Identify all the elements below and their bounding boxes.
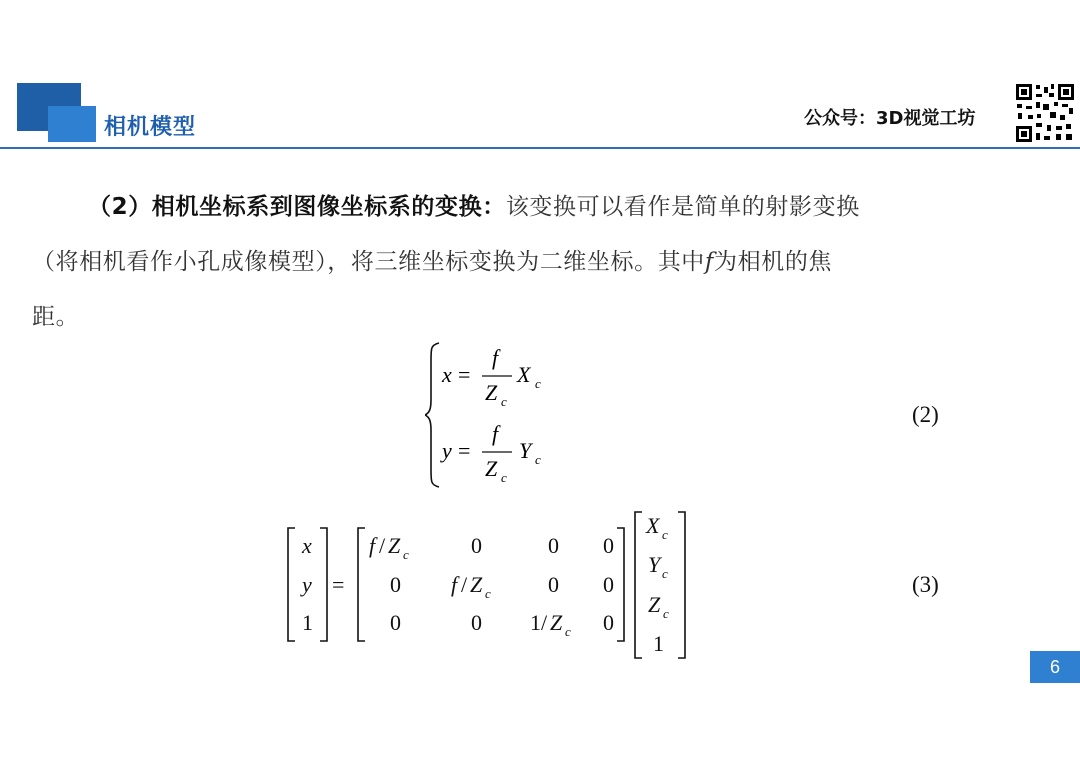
qr-code-icon <box>1014 82 1076 144</box>
svg-text:0: 0 <box>390 610 401 635</box>
body-text-1: 该变换可以看作是简单的射影变换 <box>505 194 860 220</box>
svg-text:Y: Y <box>519 438 532 463</box>
svg-text:X: X <box>517 362 531 387</box>
svg-text:y: y <box>302 572 312 597</box>
page-number: 6 <box>1030 651 1080 683</box>
svg-text:0: 0 <box>471 533 482 558</box>
svg-text:Z: Z <box>485 456 498 481</box>
equation-2-number: (2) <box>912 402 939 427</box>
svg-text:1: 1 <box>302 610 313 635</box>
svg-text:Y: Y <box>648 552 661 577</box>
svg-text:1: 1 <box>653 631 664 656</box>
svg-text:/: / <box>541 610 548 635</box>
svg-text:c: c <box>485 586 491 601</box>
svg-text:0: 0 <box>603 572 614 597</box>
svg-text:c: c <box>663 606 669 621</box>
svg-text:c: c <box>565 624 571 639</box>
equation-3 <box>285 508 695 666</box>
svg-text:Z: Z <box>485 380 498 405</box>
svg-text:c: c <box>501 394 507 409</box>
svg-text:x: x <box>302 533 312 558</box>
svg-text:Z: Z <box>550 610 563 635</box>
svg-text:f: f <box>492 345 499 370</box>
svg-text:X: X <box>646 513 660 538</box>
body-paragraph <box>32 180 947 345</box>
svg-text:c: c <box>535 452 541 467</box>
svg-text:1: 1 <box>530 610 541 635</box>
svg-text:0: 0 <box>548 533 559 558</box>
body-text-3: 为相机的焦 <box>714 249 833 275</box>
svg-text:0: 0 <box>603 610 614 635</box>
svg-text:=: = <box>458 438 471 463</box>
svg-text:f: f <box>451 572 458 597</box>
svg-text:c: c <box>403 547 409 562</box>
svg-text:0: 0 <box>603 533 614 558</box>
svg-text:f: f <box>492 421 499 446</box>
svg-text:c: c <box>662 527 668 542</box>
svg-text:f: f <box>369 533 376 558</box>
svg-text:=: = <box>332 572 345 597</box>
svg-text:0: 0 <box>471 610 482 635</box>
svg-text:c: c <box>535 376 541 391</box>
section-title: 相机模型 <box>104 115 197 140</box>
header-logo-block-accent <box>48 106 96 142</box>
body-text-4: 距。 <box>32 304 80 330</box>
svg-text:y: y <box>442 438 452 463</box>
svg-text:0: 0 <box>548 572 559 597</box>
equation-2 <box>425 340 565 490</box>
equation-3-number: (3) <box>912 572 939 597</box>
header-rule <box>0 147 1080 149</box>
svg-text:0: 0 <box>390 572 401 597</box>
svg-text:c: c <box>662 566 668 581</box>
body-text-2: （将相机看作小孔成像模型），将三维坐标变换为二维坐标。其中 <box>32 249 705 275</box>
svg-text:x: x <box>442 362 452 387</box>
svg-text:/: / <box>461 572 468 597</box>
svg-text:Z: Z <box>388 533 401 558</box>
body-f-symbol: f <box>704 249 715 275</box>
svg-text:Z: Z <box>648 592 661 617</box>
brand-label: 公众号：3D视觉工坊 <box>804 108 976 129</box>
svg-text:Z: Z <box>470 572 483 597</box>
svg-text:/: / <box>379 533 386 558</box>
body-lead: （2）相机坐标系到图像坐标系的变换： <box>88 194 506 220</box>
svg-text:c: c <box>501 470 507 485</box>
svg-text:=: = <box>458 362 471 387</box>
